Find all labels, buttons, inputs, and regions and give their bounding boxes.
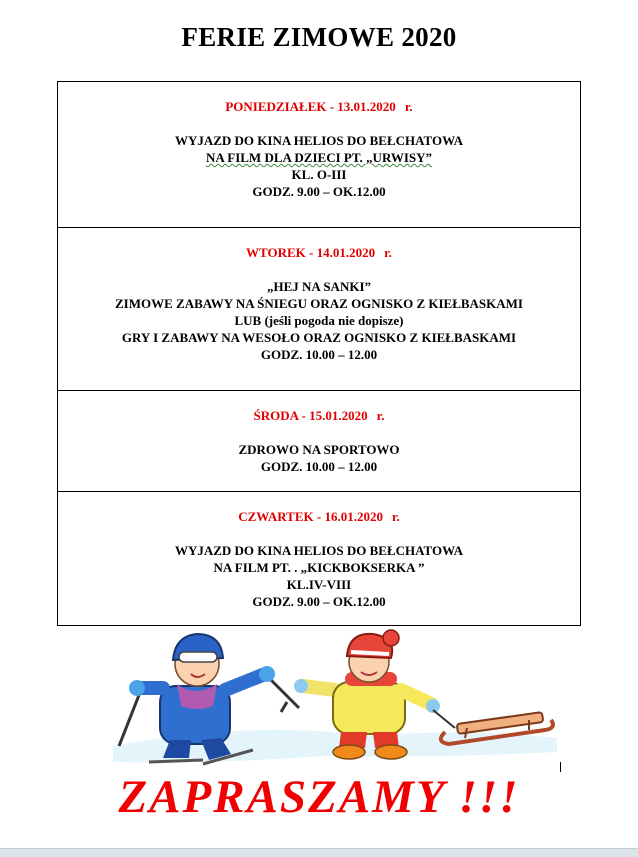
schedule-cell <box>58 391 581 492</box>
event-line: NA FILM DLA DZIECI PT. „URWISY” <box>205 150 433 165</box>
event-line: ZDROWO NA SPORTOWO <box>238 442 400 457</box>
right-mitten <box>259 666 275 682</box>
left-mitten <box>129 680 145 696</box>
ski-left <box>149 760 203 762</box>
event-line: WYJAZD DO KINA HELIOS DO BEŁCHATOWA <box>174 133 464 148</box>
day-heading <box>58 508 580 525</box>
schedule-row-wednesday <box>58 391 581 492</box>
day-suffix: r. <box>376 408 385 423</box>
left-mitten <box>294 679 308 693</box>
right-boot <box>375 745 407 759</box>
day-label: ŚRODA - 15.01.2020 <box>253 408 368 423</box>
event-line: LUB (jeśli pogoda nie dopisze) <box>234 313 404 328</box>
schedule-row-thursday <box>58 492 581 626</box>
event-line: GRY I ZABAWY NA WESOŁO ORAZ OGNISKO Z KIEŁBASKAMI <box>121 330 517 345</box>
day-suffix: r. <box>384 245 392 260</box>
schedule-row-tuesday <box>58 228 581 391</box>
event-line: GODZ. 10.00 – 12.00 <box>260 459 378 474</box>
event-line: GODZ. 9.00 – OK.12.00 <box>252 594 386 609</box>
day-heading <box>58 98 580 115</box>
day-suffix: r. <box>404 99 413 114</box>
goggles <box>179 652 217 662</box>
invitation-text: ZAPRASZAMY !!! <box>118 771 520 823</box>
day-heading <box>58 407 580 424</box>
schedule-cell <box>58 82 581 228</box>
event-line: GODZ. 9.00 – OK.12.00 <box>252 184 386 199</box>
day-suffix: r. <box>391 509 400 524</box>
left-boot <box>333 745 365 759</box>
schedule-cell <box>58 228 581 391</box>
page-title: FERIE ZIMOWE 2020 <box>181 22 457 52</box>
day-label: CZWARTEK - 16.01.2020 <box>238 509 383 524</box>
event-line: GODZ. 10.00 – 12.00 <box>260 347 378 362</box>
schedule-row-monday <box>58 82 581 228</box>
day-label: PONIEDZIAŁEK - 13.01.2020 <box>225 99 396 114</box>
ski-pole-right <box>281 702 287 712</box>
schedule-cell <box>58 492 581 626</box>
sled-rope <box>433 710 455 728</box>
event-line: KL. O-III <box>291 167 347 182</box>
event-line: NA FILM PT. . „KICKBOKSERKA ” <box>213 560 425 575</box>
winter-kids-illustration <box>105 628 565 778</box>
right-arm <box>225 674 265 690</box>
day-label: WTOREK - 14.01.2020 <box>246 245 376 260</box>
ski-pole-left <box>119 690 141 746</box>
day-heading <box>58 244 580 261</box>
event-line: WYJAZD DO KINA HELIOS DO BEŁCHATOWA <box>174 543 464 558</box>
event-line: „HEJ NA SANKI” <box>266 279 372 294</box>
ski-pole-right-upper <box>267 676 299 708</box>
event-line: ZIMOWE ZABAWY NA ŚNIEGU ORAZ OGNISKO Z KIEŁBASKAMI <box>114 296 523 311</box>
hat-stripe <box>351 652 389 654</box>
schedule-table <box>57 81 581 626</box>
hat-pompom <box>383 630 399 646</box>
event-line: KL.IV-VIII <box>286 577 352 592</box>
